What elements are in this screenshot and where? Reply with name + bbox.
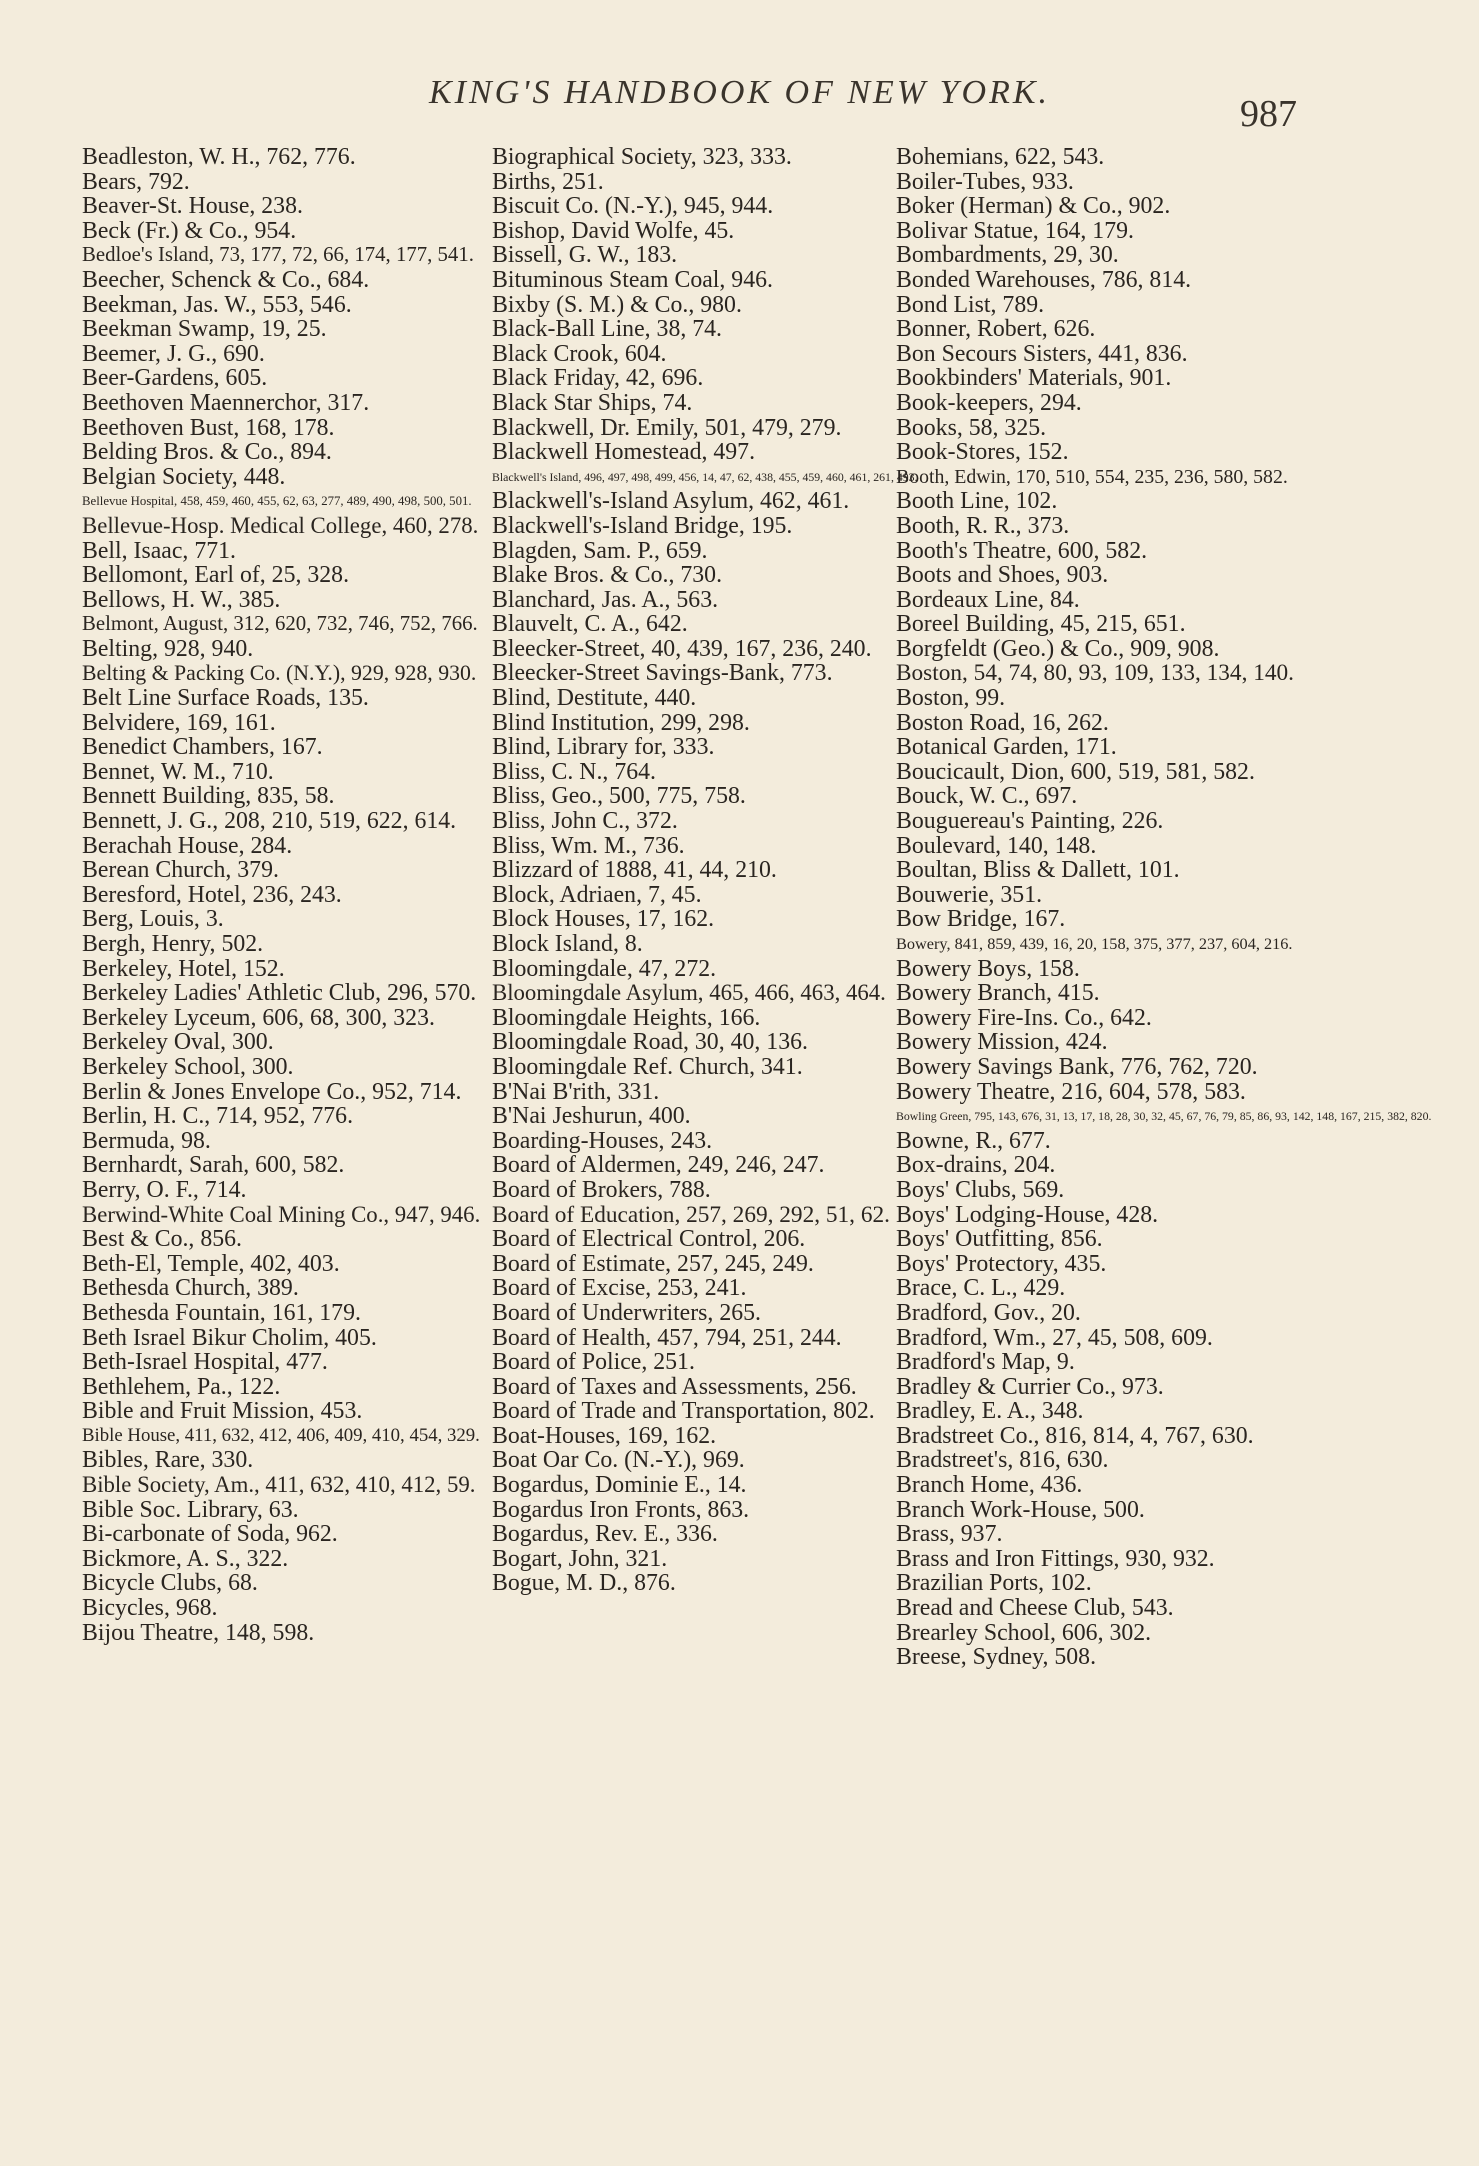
index-entry: Board of Estimate, 257, 245, 249.: [492, 1250, 814, 1277]
index-entry: Bogart, John, 321.: [492, 1545, 668, 1572]
index-entry: Bicycles, 968.: [82, 1595, 218, 1622]
index-entry: Beresford, Hotel, 236, 243.: [82, 881, 342, 908]
index-entry: Borgfeldt (Geo.) & Co., 909, 908.: [896, 635, 1220, 662]
index-entry: Bethlehem, Pa., 122.: [82, 1373, 281, 1400]
index-entry: Bond List, 789.: [896, 291, 1045, 318]
index-entry: Boat-Houses, 169, 162.: [492, 1422, 717, 1449]
index-entry: Bellows, H. W., 385.: [82, 586, 281, 613]
index-entry: Board of Underwriters, 265.: [492, 1299, 761, 1326]
index-entry: Board of Education, 257, 269, 292, 51, 62.: [492, 1201, 890, 1228]
index-entry: Boston, 99.: [896, 685, 1006, 712]
index-entry: Bellevue Hospital, 458, 459, 460, 455, 62, 63, 277, 489, 490, 498, 500, 501.: [82, 494, 472, 509]
index-entry: Bogue, M. D., 876.: [492, 1570, 676, 1597]
index-entry: Bible House, 411, 632, 412, 406, 409, 410, 454, 329.: [82, 1424, 480, 1446]
index-entry: Bradford, Wm., 27, 45, 508, 609.: [896, 1324, 1213, 1351]
index-entry: Beth-Israel Hospital, 477.: [82, 1349, 328, 1376]
index-entry: Black Crook, 604.: [492, 340, 667, 367]
index-entry: Bouck, W. C., 697.: [896, 783, 1078, 810]
index-entry: Belgian Society, 448.: [82, 463, 286, 490]
index-entry: Belding Bros. & Co., 894.: [82, 439, 332, 466]
index-entry: Bowery Boys, 158.: [896, 955, 1080, 982]
index-entry: Beer-Gardens, 605.: [82, 365, 268, 392]
index-entry: Bradstreet Co., 816, 814, 4, 767, 630.: [896, 1422, 1254, 1449]
index-entry: Beth Israel Bikur Cholim, 405.: [82, 1324, 377, 1351]
index-entry: Boucicault, Dion, 600, 519, 581, 582.: [896, 758, 1255, 785]
index-entry: Brass, 937.: [896, 1521, 1003, 1548]
index-entry: Beaver-St. House, 238.: [82, 193, 303, 220]
index-entry: Boys' Clubs, 569.: [896, 1176, 1065, 1203]
index-entry: Bickmore, A. S., 322.: [82, 1545, 289, 1572]
index-entry: Bellomont, Earl of, 25, 328.: [82, 562, 350, 589]
index-entry: Benedict Chambers, 167.: [82, 734, 323, 761]
index-entry: Bennett Building, 835, 58.: [82, 783, 335, 810]
index-entry: Bow Bridge, 167.: [896, 906, 1066, 933]
index-entry: Bradley & Currier Co., 973.: [896, 1373, 1164, 1400]
index-entry: Berkeley School, 300.: [82, 1053, 294, 1080]
index-entry: Bookbinders' Materials, 901.: [896, 365, 1172, 392]
index-entry: Blake Bros. & Co., 730.: [492, 562, 723, 589]
index-entry: Booth, Edwin, 170, 510, 554, 235, 236, 580, 582.: [896, 465, 1288, 488]
index-entry: Bleecker-Street, 40, 439, 167, 236, 240.: [492, 635, 872, 662]
index-entry: Bergh, Henry, 502.: [82, 931, 264, 957]
index-entry: Beth-El, Temple, 402, 403.: [82, 1250, 340, 1277]
index-entry: Board of Electrical Control, 206.: [492, 1226, 806, 1253]
index-entry: Boys' Protectory, 435.: [896, 1250, 1107, 1277]
index-entry: Biographical Society, 323, 333.: [492, 144, 792, 170]
index-entry: Bethesda Fountain, 161, 179.: [82, 1299, 361, 1326]
index-entry: Bradstreet's, 816, 630.: [896, 1447, 1109, 1474]
index-entry: Boker (Herman) & Co., 902.: [896, 193, 1171, 220]
index-entry: Beethoven Bust, 168, 178.: [82, 414, 335, 441]
index-entry: Bowery Mission, 424.: [896, 1029, 1108, 1056]
index-entry: Block Island, 8.: [492, 931, 643, 957]
index-entry: Boarding-Houses, 243.: [492, 1127, 713, 1154]
page-number: 987: [1240, 93, 1297, 135]
index-entry: Bliss, C. N., 764.: [492, 758, 656, 785]
index-entry: Bolivar Statue, 164, 179.: [896, 217, 1134, 244]
index-entry: Bowery Theatre, 216, 604, 578, 583.: [896, 1078, 1246, 1105]
index-entry: Beekman Swamp, 19, 25.: [82, 316, 327, 343]
index-entry: Bloomingdale Road, 30, 40, 136.: [492, 1029, 808, 1056]
index-entry: Bellevue-Hosp. Medical College, 460, 278.: [82, 512, 479, 538]
index-entry: Branch Home, 436.: [896, 1472, 1083, 1499]
index-entry: Bonner, Robert, 626.: [896, 316, 1096, 343]
index-entry: Blizzard of 1888, 41, 44, 210.: [492, 857, 777, 884]
index-entry: Blind, Destitute, 440.: [492, 685, 697, 712]
index-entry: Blind, Library for, 333.: [492, 734, 715, 761]
index-entry: Book-keepers, 294.: [896, 389, 1082, 416]
index-entry: Births, 251.: [492, 168, 604, 195]
index-entry: Book-Stores, 152.: [896, 439, 1069, 466]
index-entry: Berkeley, Hotel, 152.: [82, 955, 285, 982]
index-entry: Berachah House, 284.: [82, 832, 293, 859]
index-entry: Boultan, Bliss & Dallett, 101.: [896, 857, 1180, 884]
index-entry: Bogardus Iron Fronts, 863.: [492, 1496, 750, 1523]
index-entry: Bon Secours Sisters, 441, 836.: [896, 340, 1188, 367]
index-entry: Bernhardt, Sarah, 600, 582.: [82, 1152, 345, 1179]
index-entry: Berg, Louis, 3.: [82, 906, 224, 933]
index-entry: Botanical Garden, 171.: [896, 734, 1117, 761]
index-entry: Books, 58, 325.: [896, 414, 1047, 441]
index-entry: Blanchard, Jas. A., 563.: [492, 586, 719, 613]
index-entry: Bell, Isaac, 771.: [82, 537, 236, 564]
index-entry: Bliss, John C., 372.: [492, 808, 678, 835]
index-entry: Brace, C. L., 429.: [896, 1275, 1066, 1302]
index-entry: Booth's Theatre, 600, 582.: [896, 537, 1148, 564]
index-entry: Bogardus, Dominie E., 14.: [492, 1472, 747, 1499]
index-entry: Bears, 792.: [82, 168, 190, 195]
index-entry: Booth, R. R., 373.: [896, 512, 1070, 539]
index-entry: Belvidere, 169, 161.: [82, 709, 276, 736]
index-entry: Blackwell Homestead, 497.: [492, 439, 756, 466]
index-entry: Board of Excise, 253, 241.: [492, 1275, 747, 1302]
index-entry: Berkeley Ladies' Athletic Club, 296, 570.: [82, 980, 477, 1007]
index-entry: Belting & Packing Co. (N.Y.), 929, 928, 930.: [82, 661, 477, 686]
index-entry: Boys' Outfitting, 856.: [896, 1226, 1103, 1253]
index-entry: Blackwell, Dr. Emily, 501, 479, 279.: [492, 414, 842, 441]
index-entry: Blind Institution, 299, 298.: [492, 709, 750, 736]
index-entry: Bowling Green, 795, 143, 676, 31, 13, 17, 18, 28, 30, 32, 45, 67, 76, 79, 85, 86, 93, 142, 148, 167, 215, 382, 820.: [896, 1109, 1432, 1124]
index-entry: Bradley, E. A., 348.: [896, 1398, 1084, 1425]
index-entry: Board of Taxes and Assessments, 256.: [492, 1373, 857, 1400]
index-entry: Boston Road, 16, 262.: [896, 709, 1109, 736]
index-entry: Board of Health, 457, 794, 251, 244.: [492, 1324, 842, 1351]
index-entry: Bouguereau's Painting, 226.: [896, 808, 1164, 835]
index-entry: Block Houses, 17, 162.: [492, 906, 715, 933]
index-entry: Branch Work-House, 500.: [896, 1496, 1145, 1523]
index-entry: Biscuit Co. (N.-Y.), 945, 944.: [492, 193, 774, 220]
index-entry: Black Star Ships, 74.: [492, 389, 693, 416]
index-entry: Bituminous Steam Coal, 946.: [492, 266, 773, 293]
index-entry: Bible and Fruit Mission, 453.: [82, 1398, 363, 1425]
index-entry: Bleecker-Street Savings-Bank, 773.: [492, 660, 833, 687]
index-entry: Brazilian Ports, 102.: [896, 1570, 1092, 1597]
index-entry: Blagden, Sam. P., 659.: [492, 537, 708, 564]
index-entry: Blackwell's Island, 496, 497, 498, 499, 456, 14, 47, 62, 438, 455, 459, 460, 461, 261, 493.: [492, 469, 918, 484]
index-entry: Bowery Branch, 415.: [896, 980, 1100, 1007]
index-entry: Bowery Fire-Ins. Co., 642.: [896, 1004, 1152, 1031]
index-entry: Bloomingdale Ref. Church, 341.: [492, 1053, 803, 1080]
index-entry: Bi-carbonate of Soda, 962.: [82, 1521, 338, 1548]
index-entry: Berkeley Oval, 300.: [82, 1029, 274, 1056]
index-entry: Black Friday, 42, 696.: [492, 365, 704, 392]
index-entry: Bread and Cheese Club, 543.: [896, 1595, 1174, 1622]
index-column-1: [82, 145, 482, 1645]
index-entry: Boys' Lodging-House, 428.: [896, 1201, 1159, 1228]
index-entry: Bloomingdale Asylum, 465, 466, 463, 464.: [492, 980, 886, 1006]
index-entry: Bradford, Gov., 20.: [896, 1299, 1081, 1326]
index-entry: Breese, Sydney, 508.: [896, 1644, 1097, 1671]
index-entry: Best & Co., 856.: [82, 1226, 242, 1253]
index-entry: Bogardus, Rev. E., 336.: [492, 1521, 718, 1548]
index-entry: Beadleston, W. H., 762, 776.: [82, 144, 356, 170]
index-entry: Board of Trade and Transportation, 802.: [492, 1398, 875, 1425]
index-entry: Bonded Warehouses, 786, 814.: [896, 266, 1192, 293]
index-column-2: [492, 144, 918, 1597]
index-entry: Black-Ball Line, 38, 74.: [492, 316, 722, 343]
index-entry: Berry, O. F., 714.: [82, 1176, 247, 1203]
index-entry: Beecher, Schenck & Co., 684.: [82, 266, 370, 293]
index-entry: Bijou Theatre, 148, 598.: [82, 1619, 315, 1646]
index-entry: Bloomingdale, 47, 272.: [492, 955, 717, 982]
index-column-3: [896, 144, 1432, 1671]
index-entry: Boreel Building, 45, 215, 651.: [896, 611, 1186, 638]
index-entry: Belmont, August, 312, 620, 732, 746, 752, 766.: [82, 612, 478, 636]
index-entry: Berkeley Lyceum, 606, 68, 300, 323.: [82, 1004, 435, 1031]
index-entry: Bishop, David Wolfe, 45.: [492, 217, 735, 244]
index-entry: Blauvelt, C. A., 642.: [492, 611, 688, 638]
index-entry: Bowne, R., 677.: [896, 1127, 1051, 1154]
index-entry: Bixby (S. M.) & Co., 980.: [492, 291, 742, 318]
index-entry: Bible Soc. Library, 63.: [82, 1496, 299, 1523]
index-entry: Box-drains, 204.: [896, 1152, 1056, 1179]
index-entry: Brearley School, 606, 302.: [896, 1619, 1152, 1646]
index-entry: Bradford's Map, 9.: [896, 1349, 1075, 1376]
index-entry: Beemer, J. G., 690.: [82, 340, 265, 367]
index-entry: Bowery Savings Bank, 776, 762, 720.: [896, 1053, 1258, 1080]
index-entry: Block, Adriaen, 7, 45.: [492, 881, 702, 908]
running-header: KING'S HANDBOOK OF NEW YORK.: [428, 74, 1051, 111]
index-entry: Bible Society, Am., 411, 632, 410, 412, 59.: [82, 1472, 476, 1498]
index-entry: Bouwerie, 351.: [896, 881, 1043, 908]
index-entry: Bowery, 841, 859, 439, 16, 20, 158, 375, 377, 237, 604, 216.: [896, 934, 1293, 953]
index-entry: Bethesda Church, 389.: [82, 1275, 299, 1302]
index-entry: Bedloe's Island, 73, 177, 72, 66, 174, 177, 541.: [82, 243, 474, 267]
index-entry: Bennett, J. G., 208, 210, 519, 622, 614.: [82, 808, 457, 835]
index-entry: Board of Brokers, 788.: [492, 1176, 711, 1203]
index-entry: Bliss, Wm. M., 736.: [492, 832, 685, 859]
index-entry: Boiler-Tubes, 933.: [896, 168, 1074, 195]
index-entry: Berlin & Jones Envelope Co., 952, 714.: [82, 1078, 462, 1105]
index-entry: Belting, 928, 940.: [82, 635, 254, 662]
index-entry: Boat Oar Co. (N.-Y.), 969.: [492, 1447, 745, 1474]
index-entry: Blackwell's-Island Asylum, 462, 461.: [492, 488, 850, 515]
index-entry: Berlin, H. C., 714, 952, 776.: [82, 1103, 354, 1130]
index-entry: Bohemians, 622, 543.: [896, 144, 1105, 170]
index-entry: Booth Line, 102.: [896, 488, 1058, 515]
index-entry: Bennet, W. M., 710.: [82, 758, 274, 785]
index-entry: Blackwell's-Island Bridge, 195.: [492, 512, 793, 539]
index-entry: Bloomingdale Heights, 166.: [492, 1004, 761, 1031]
index-entry: Bicycle Clubs, 68.: [82, 1570, 258, 1597]
index-entry: Boots and Shoes, 903.: [896, 562, 1109, 589]
index-entry: Beck (Fr.) & Co., 954.: [82, 217, 297, 244]
index-entry: Board of Aldermen, 249, 246, 247.: [492, 1152, 825, 1179]
index-entry: Berwind-White Coal Mining Co., 947, 946.: [82, 1201, 481, 1227]
index-entry: Brass and Iron Fittings, 930, 932.: [896, 1545, 1215, 1572]
index-entry: B'Nai Jeshurun, 400.: [492, 1103, 691, 1130]
index-entry: Bordeaux Line, 84.: [896, 586, 1080, 613]
index-entry: Bermuda, 98.: [82, 1127, 211, 1154]
index-entry: Bibles, Rare, 330.: [82, 1447, 254, 1474]
index-entry: Board of Police, 251.: [492, 1349, 695, 1376]
index-entry: Boulevard, 140, 148.: [896, 832, 1097, 859]
index-entry: Bombardments, 29, 30.: [896, 242, 1119, 269]
index-entry: Bliss, Geo., 500, 775, 758.: [492, 783, 746, 810]
index-entry: B'Nai B'rith, 331.: [492, 1078, 660, 1105]
index-entry: Berean Church, 379.: [82, 857, 279, 884]
index-entry: Bissell, G. W., 183.: [492, 242, 678, 269]
index-entry: Boston, 54, 74, 80, 93, 109, 133, 134, 140.: [896, 660, 1295, 687]
index-entry: Beekman, Jas. W., 553, 546.: [82, 291, 352, 318]
index-entry: Beethoven Maennerchor, 317.: [82, 389, 370, 416]
index-entry: Belt Line Surface Roads, 135.: [82, 685, 369, 712]
